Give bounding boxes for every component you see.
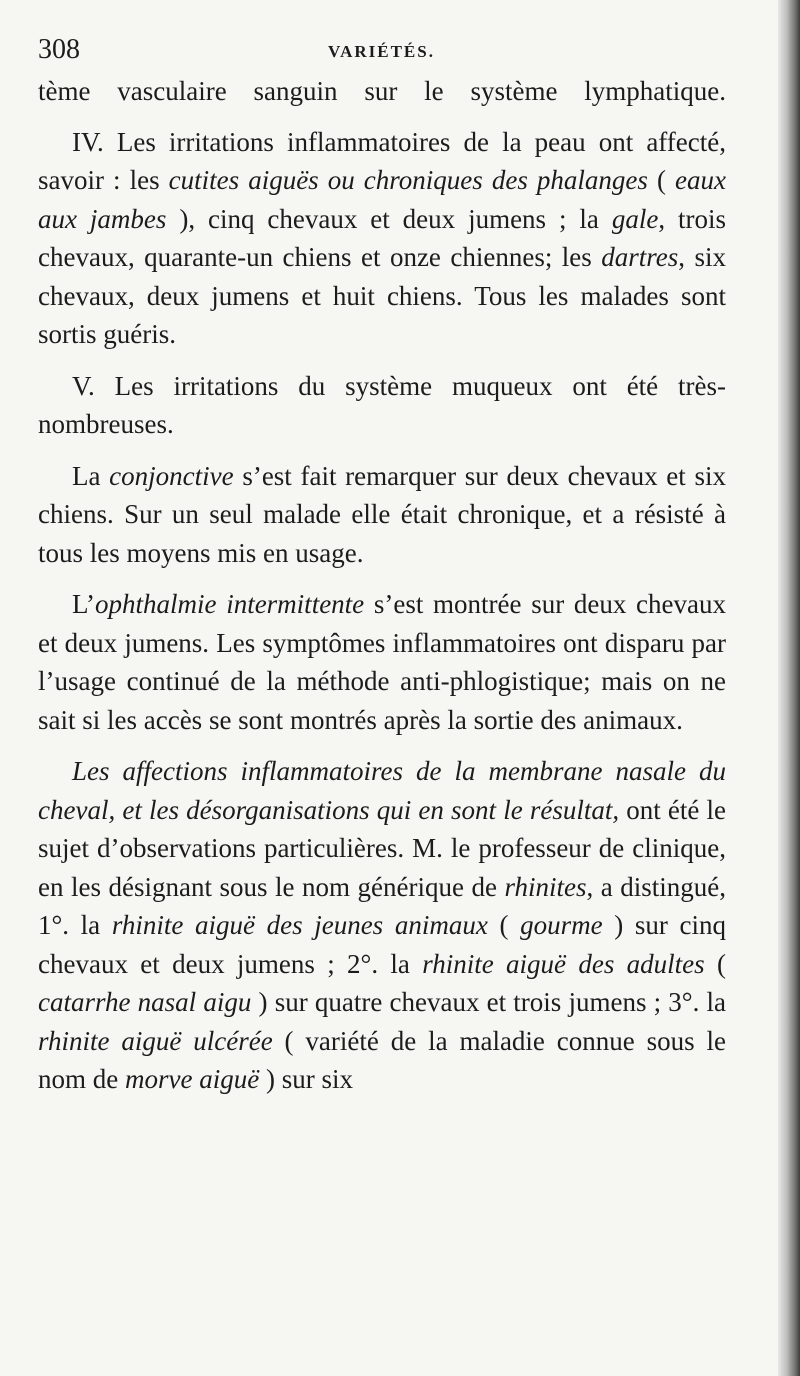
paragraph-conjonctive: La conjonctive s’est fait remarquer sur deux chevaux et six chiens. Sur un seul malade elle était chronique, et a résisté à tous les moyens mis en usage. [38, 460, 726, 568]
paragraph-continuation: tème vasculaire sanguin sur le système lymphatique. [38, 76, 726, 106]
paragraph-rhinites: Les affections inflammatoires de la membrane nasale du cheval, et les désorganisations qui en sont le résultat, ont été le sujet d’observations particulières. M. le professeur de clinique, en les désignant sous le nom générique de rhinites, a distingué, 1°. la rhinite aiguë des jeunes animaux ( gourme ) sur cinq chevaux et deux jumens ; 2°. la rhinite aiguë des adultes ( catarrhe nasal aigu ) sur quatre chevaux et trois jumens ; 3°. la rhinite aiguë ulcérée ( variété de la maladie connue sous le nom de morve aiguë ) sur six [38, 756, 727, 1094]
page-number: 308 [38, 34, 80, 65]
paragraph-section-iv: IV. Les irritations inflammatoires de la peau ont affecté, savoir : les cutites aiguës ou chroniques des phalanges ( eaux aux jambes ), cinq chevaux et deux jumens ; la gale, trois chevaux, quarante-un chiens et onze chiennes; les dartres, six chevaux, deux jumens et huit chiens. Tous les malades sont sortis guéris. [38, 126, 726, 349]
page-edge-shadow [778, 0, 800, 1376]
page-text-block [38, 28, 726, 1112]
paragraph-section-v: V. Les irritations du système muqueux ont été très-nombreuses. [38, 370, 726, 439]
paragraph-ophthalmie: L’ophthalmie intermittente s’est montrée sur deux chevaux et deux jumens. Les symptômes inflammatoires ont disparu par l’usage continué de la méthode anti-phlogistique; mais on ne sait si les accès se sont montrés après la sortie des animaux. [38, 589, 727, 735]
running-header [38, 28, 726, 72]
page-body [38, 72, 726, 1099]
running-title: VARIÉTÉS. [328, 42, 435, 61]
